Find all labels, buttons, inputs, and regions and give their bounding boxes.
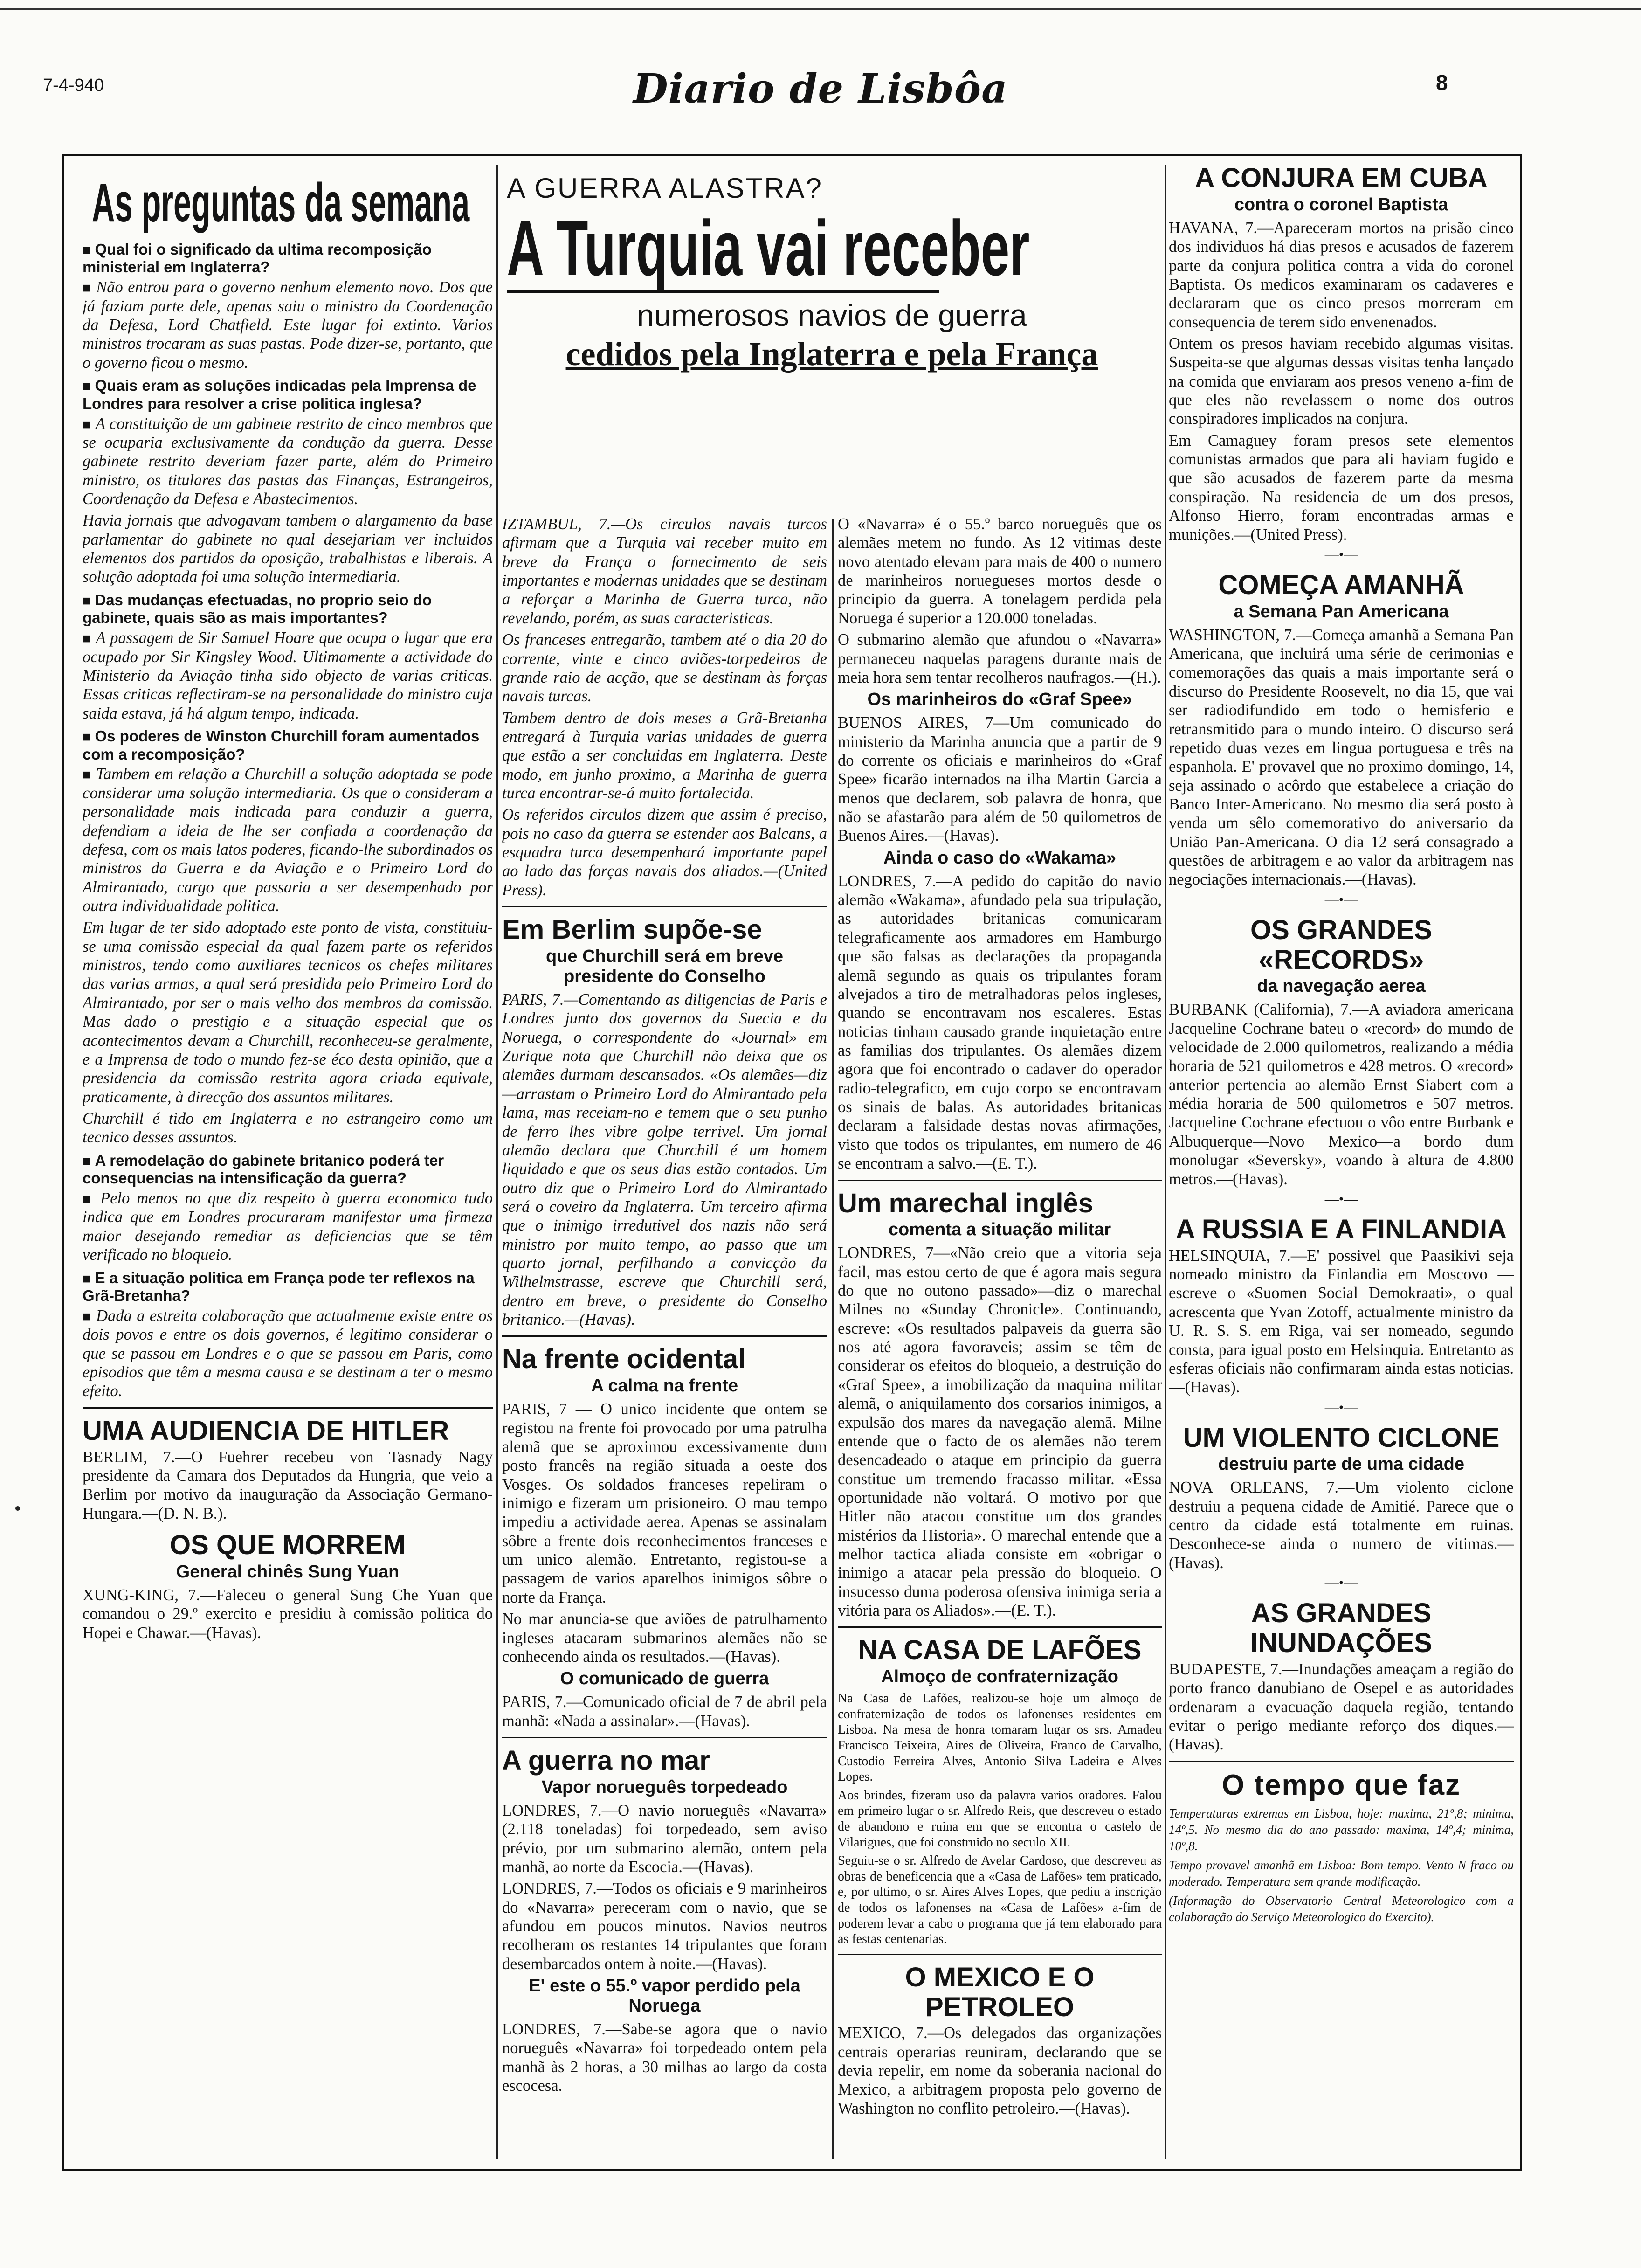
mar-body: LONDRES, 7.—O navio norueguês «Navarra» (2.118 toneladas) foi torpedeado, sem aviso prévio, por um submarino alemão, ontem pela manhã, ao norte da Escocia.—(Havas).: [502, 1801, 827, 1876]
frente-body: PARIS, 7 — O unico incidente que ontem se registou na frente foi provocado por uma patrulha alemã que se aproximou excessivamente dum posto francês na região situada a oeste dos Vosges. Os soldados franceses repeliram o inimigo e fizeram um prisioneiro. O mau tempo impediu a actividade aerea. Apenas se assinalam sôbre a frente dois reconhecimentos franceses e um unico alemão. Entretanto, registou-se a passagem de varios aparelhos inimigos sôbre o norte da França.: [502, 1400, 827, 1606]
mar-heading: A guerra no mar: [502, 1745, 710, 1776]
ciclone-body: NOVA ORLEANS, 7.—Um violento ciclone destruiu a pequena cidade de Amitié. Parece que o centro da cidade está totalmente em ruinas. Desconhece-se ainda o numero de vitimas.—(Havas).: [1169, 1479, 1514, 1572]
berlim-heading: Em Berlim supõe-se: [502, 914, 762, 945]
column-rule: [1165, 165, 1166, 2159]
inundacoes-body: BUDAPESTE, 7.—Inundações ameaçam a região do porto franco danubiano de Osepel e as autoridades ordenaram a evacuação daquela região, tentando evitar o perigo mediante reforço dos diques.—(Havas).: [1169, 1660, 1514, 1754]
weather-source: (Informação do Observatorio Central Meteorologico com a colaboração do Serviço Meteorologico do Exercito).: [1169, 1894, 1514, 1924]
amanha-subheading: a Semana Pan Americana: [1234, 602, 1449, 622]
separator-ornament: —•—: [1324, 1191, 1358, 1207]
separator-ornament: —•—: [1324, 892, 1358, 907]
question-2: ■ Quais eram as soluções indicadas pela Imprensa de Londres para resolver a crise politica inglesa?: [83, 377, 493, 412]
column-3: [838, 515, 1162, 2121]
lafoes-para-1: Na Casa de Lafões, realizou-se hoje um almoço de confraternização de todos os lafonenses residentes em Lisboa. Na mesa de honra tomaram lugar os srs. Amadeu Francisco Teixeira, Aires de Oliveira, Franco de Carvalho, Custodio Ferreira Alves, Antonio Silva Ladeira e Alves Lopes.: [838, 1691, 1162, 1784]
frente-heading: Na frente ocidental: [502, 1344, 746, 1375]
frente-body-2: No mar anuncia-se que aviões de patrulhamento ingleses atacaram submarinos alemães não se conhecendo ainda os resultados.—(Havas).: [502, 1610, 827, 1666]
separator-ornament: —•—: [1324, 1575, 1358, 1591]
divider: [838, 1626, 1162, 1628]
mar-body-2: LONDRES, 7.—Todos os oficiais e 9 marinheiros do «Navarra» pereceram com o navio, que se afundou em poucos minutos. Navios neutros recolheram os restantes 14 tripulantes que foram desembarcados ontem à noite.—(Havas).: [502, 1880, 827, 1973]
marechal-heading: Um marechal inglês: [838, 1188, 1093, 1218]
amanha-body: WASHINGTON, 7.—Começa amanhã a Semana Pan Americana, que incluirá uma série de cerimonias e comemorações das quais a mais importante será o discurso do Presidente Roosevelt, no dia 15, que vai ser radiodifundido em todo o hemisferio e retransmitido para o mundo inteiro. O discurso será repetido duas vezes em lingua portuguesa e três na espanhola. E' provavel que no proximo domingo, 14, seja assinado o acôrdo que estabelece a criação do Banco Inter-Americano. No mesmo dia será posto à venda um sêlo comemorativo do aniversario da União Pan-Americana. O dia 12 será consagrado a questões de arbitragem e ao valor da arbitragem nas negociações internacionais.—(Havas).: [1169, 626, 1514, 889]
divider: [502, 906, 827, 907]
lead-kicker: A GUERRA ALASTRA?: [507, 173, 823, 204]
russia-heading: A RUSSIA E A FINLANDIA: [1176, 1214, 1507, 1245]
ciclone-heading: UM VIOLENTO CICLONE: [1183, 1422, 1500, 1453]
berlim-subheading: que Churchill será em breve presidente do Conselho: [546, 946, 783, 986]
cuba-para-1: HAVANA, 7.—Apareceram mortos na prisão cinco dos individuos há dias presos e acusados de fazerem parte da conjura politica contra a vida do coronel Baptista. Os medicos examinaram os cadaveres e declararam que os cinco presos morreram em consequencia de terem sido envenenados.: [1169, 219, 1514, 331]
mar-body-3: LONDRES, 7.—Sabe-se agora que o navio norueguês «Navarra» foi torpedeado ontem pela manhã às 2 horas, a 30 milhas ao largo da costa escocesa.: [502, 2020, 827, 2095]
spee-subheading: Os marinheiros do «Graf Spee»: [867, 690, 1132, 710]
divider: [838, 1180, 1162, 1181]
answer-2b: Havia jornais que advogavam tambem o alargamento da base parlamentar do gabinete no qual desejariam ver incluidos elementos dos partidos da oposição, trabalhistas e liberais. A solução adoptada foi uma solução intermediaria.: [83, 512, 493, 586]
answer-2: ■ A constituição de um gabinete restrito de cinco membros que se ocuparia exclusivamente da condução da guerra. Desse gabinete restrito deveriam fazer parte, além do Primeiro ministro, os titulares das pastas das Finanças, Estrangeiros, Coordenação da Defesa e Abastecimentos.: [83, 415, 493, 509]
records-heading: OS GRANDES «RECORDS»: [1250, 914, 1432, 975]
mexico-heading: O MEXICO E O PETROLEO: [905, 1962, 1095, 2022]
lead-deck-2: cedidos pela Inglaterra e pela França: [565, 335, 1098, 373]
issue-date: 7-4-940: [43, 76, 104, 95]
question-6: ■ E a situação politica em França pode ter reflexos na Grã-Bretanha?: [83, 1269, 493, 1305]
lafoes-para-3: Seguiu-se o sr. Alfredo de Avelar Cardoso, que descreveu as obras de beneficencia que a «Casa de Lafões» tem praticado, e, por ultimo, o sr. Aires Alves Lopes, que pediu a inscrição de todos os lafonenses na «Casa de Lafões» a-fim de poderem levar a cabo o programa que já tem elaborado para as festas centenarias.: [838, 1853, 1162, 1947]
page-frame: [62, 154, 1522, 2171]
lead-para-3: Tambem dentro de dois meses a Grã-Bretanha entregará à Turquia varias unidades de guerra que estão a ser concluidas em Inglaterra. Deste modo, em junho proximo, a Marinha de guerra turca encontrar-se-á muito fortalecida.: [502, 709, 827, 802]
morrem-subheading: General chinês Sung Yuan: [176, 1562, 400, 1582]
answer-4b: Em lugar de ter sido adoptado este ponto de vista, constituiu-se uma comissão especial da qual fazem parte os referidos ministros, tendo como auxiliares tecnicos os chefes militares das varias armas, a qual será presidida pelo Primeiro Lord do Almirantado, por ser o mais velho dos membros da comissão. Mas dado o prestigio e a situação especial que os acontecimentos devam a Churchill, reconheceu-se geralmente, e a Imprensa de todo o mundo fez-se éco desta opinião, que a presidencia da comissão restrita agora criada equivale, praticamente, à direcção dos assuntos militares.: [83, 919, 493, 1106]
mexico-body: MEXICO, 7.—Os delegados das organizações centrais operarias reuniram, declarando que se devia repelir, em nome da soberania nacional do Mexico, a arbitragem proposta pelo governo de Washington no conflito petroleiro.—(Havas).: [838, 2024, 1162, 2117]
divider: [838, 1954, 1162, 1955]
records-body: BURBANK (California), 7.—A aviadora americana Jacqueline Cochrane bateu o «record» do mundo de velocidade de 2.000 quilometros, realizando a média horaria de 521 quilometros e 428 metros. O «record» anterior pertencia ao alemão Ernst Siabert com a média horaria de 500 quilometros e 507 metros. Jacqueline Cochrane efectuou o vôo entre Burbank e Albuquerque—Novo Mexico—a bordo dum monolugar «Seversky», voando à altura de 4.800 metros.—(Havas).: [1169, 1001, 1514, 1188]
lead-para-4: Os referidos circulos dizem que assim é preciso, pois no caso da guerra se estender aos Balcans, a esquadra turca desempenhará importante papel ao lado das forças navais dos aliados.—(United Press).: [502, 806, 827, 899]
question-1: ■ Qual foi o significado da ultima recomposição ministerial em Inglaterra?: [83, 241, 493, 276]
answer-4: ■ Tambem em relação a Churchill a solução adoptada se pode considerar uma solução intermediaria. Os que o consideram a personalidade mais indicada para conduzir a guerra, defendiam a ideia de lhe ser confiada a coordenação da defesa, com os mais latos poderes, ficando-lhe subordinados os ministros da Guerra e da Aviação e o Primeiro Lord do Almirantado, cargo que passaria a ser desempenhado por outra individualidade politica.: [83, 765, 493, 915]
section-title-preguntas: As preguntas da semana: [92, 172, 470, 234]
separator-ornament: —•—: [1324, 1399, 1358, 1415]
marechal-body: LONDRES, 7—«Não creio que a vitoria seja facil, mas estou certo de que é agora mais segura do que no outono passado»—diz o marechal Milnes no «Sunday Chronicle». Continuando, escreve: «Os resultados palpaveis da guerra são nos até agora favoraveis; assim se têm de considerar os efeitos do bloqueio, a destruição do «Graf Spee», a imobilização da maquina militar alemã, o aniquilamento dos corsarios inimigos, a expulsão dos mares da navegação alemã. Milne entende que o facto de os alemães não terem desencadeado o ataque em principio da guerra constitue um tremendo fracasso militar. «Essa oportunidade não voltará. O motivo por que Hitler não atacou constitue um dos grandes mistérios da Historia». O marechal entende que a melhor tactica aliada consiste em «obrigar o inimigo a atacar pela pressão do bloqueio. O insucesso duma poderosa ofensiva inimiga seria a vitória para os Aliados».—(E. T.).: [838, 1244, 1162, 1620]
lafoes-para-2: Aos brindes, fizeram uso da palavra varios oradores. Falou em primeiro lugar o sr. Alfredo Reis, que descreveu o estado de abandono e ruina em que se encontra o castelo de Vilarigues, que foi construido no seculo XII.: [838, 1788, 1162, 1850]
answer-6: ■ Dada a estreita colaboração que actualmente existe entre os dois povos e entre os dois governos, é legitimo considerar o que se passou em Londres e o que se passou em Paris, como episodios que têm a mesma causa e se destinam a ter o mesmo efeito.: [83, 1307, 493, 1401]
page-number: 8: [1436, 70, 1448, 95]
cuba-para-2: Ontem os presos haviam recebido algumas visitas. Suspeita-se que algumas dessas visitas tenha lançado na comida que enviaram aos presos veneno a-fim de que eles não revelassem o nome dos outros conspiradores implicados na conjura.: [1169, 334, 1514, 428]
cuba-para-3: Em Camaguey foram presos sete elementos comunistas armados que para ali haviam fugido e que são acusados de fazerem parte da mesma conspiração. Na residencia de um dos presos, Alfonso Hierro, foram encontradas armas e munições.—(United Press).: [1169, 431, 1514, 544]
column-rule: [496, 165, 498, 2159]
answer-5: ■ Pelo menos no que diz respeito à guerra economica tudo indica que em Londres procuraram manifestar uma firmeza maior desejando remediar as deficiencias que se têm verificado no bloqueio.: [83, 1189, 493, 1264]
wakama-body: LONDRES, 7.—A pedido do capitão do navio alemão «Wakama», afundado pela sua tripulação, as autoridades britanicas comunicaram telegraficamente aos armadores em Hamburgo que são falsas as declarações da propaganda alemã segundo as quais os tripulantes foram alvejados a tiro de metralhadoras pelos ingleses, quando se encontravam nos escaleres. Estas noticias tinham causado grande inquietação entre as familias dos tripulantes. Os alemães dizem agora que foi encontrado o cadaver do operador radio-telegrafico, em cujo corpo se encontravam os sinais de balas. As autoridades britanicas declaram a falsidade destas novas afirmações, visto que todos os tripulantes, em numero de 46 se encontram a salvo.—(E. T.).: [838, 872, 1162, 1173]
russia-body: HELSINQUIA, 7.—E' possivel que Paasikivi seja nomeado ministro da Finlandia em Moscovo — escreve o «Suomen Social Demokraati», o qual acrescenta que Yvan Zotoff, actualmente ministro da U. R. S. S. em Riga, vai ser nomeado, segundo consta, para igual posto em Helsinquia. Entretanto as esferas oficiais não confirmaram ainda estas noticias.—(Havas).: [1169, 1246, 1514, 1397]
divider: [1169, 1761, 1514, 1762]
navarra-para-1: O «Navarra» é o 55.º barco norueguês que os alemães metem no fundo. As 12 vitimas deste novo atentado elevam para mais de 400 o numero de marinheiros noruegueses mortos desde o principio da guerra. A tonelagem perdida pela Noruega é superior a 120.000 toneladas.: [838, 515, 1162, 627]
weather-forecast: Tempo provavel amanhã em Lisboa: Bom tempo. Vento N fraco ou moderado. Temperatura sem grande modificação.: [1169, 1858, 1514, 1888]
answer-3: ■ A passagem de Sir Samuel Hoare que ocupa o lugar que era ocupado por Sir Kingsley Wood. Ultimamente a actividade do Ministerio da Aviação tinha sido objecto de varias criticas. Essas criticas reflectiram-se na personalidade do ministro cuja saida estava, já há algum tempo, indicada.: [83, 629, 493, 723]
lafoes-heading: NA CASA DE LAFÕES: [858, 1635, 1142, 1666]
mar-subheading-2: E' este o 55.º vapor perdido pela Noruega: [529, 1976, 800, 2016]
margin-dot: [15, 1506, 20, 1511]
column-4: [1169, 156, 1514, 1928]
morrem-body: XUNG-KING, 7.—Faleceu o general Sung Che Yuan que comandou o 29.º exercito e presidiu à comissão politica do Hopei e Chawar.—(Havas).: [83, 1586, 493, 1642]
spee-body: BUENOS AIRES, 7—Um comunicado do ministerio da Marinha anuncia que a partir de 9 do corrente os oficiais e marinheiros do «Graf Spee» ficarão internados na ilha Martin Garcia a menos que declarem, sob palavra de honra, que não se afastarão para além de 50 quilometros de Buenos Aires.—(Havas).: [838, 714, 1162, 845]
weather-temps: Temperaturas extremas em Lisboa, hoje: maxima, 21º,8; minima, 14º,5. No mesmo dia do ano passado: maxima, 14º,4; minima, 10º,8.: [1169, 1806, 1514, 1853]
divider: [83, 1407, 493, 1409]
mar-subheading: Vapor norueguês torpedeado: [541, 1777, 788, 1797]
question-5: ■ A remodelação do gabinete britanico poderá ter consequencias na intensificação da guerra?: [83, 1152, 493, 1187]
top-rule: [0, 8, 1641, 10]
lead-para-1: IZTAMBUL, 7.—Os circulos navais turcos afirmam que a Turquia vai receber muito em breve da França o fornecimento de seis importantes e modernas unidades que se destinam a reforçar a Marinha de Guerra turca, não revelando, porém, as suas caracteristicas.: [502, 515, 827, 627]
records-subheading: da navegação aerea: [1257, 976, 1426, 996]
question-4: ■ Os poderes de Winston Churchill foram aumentados com a recomposição?: [83, 727, 493, 763]
wakama-subheading: Ainda o caso do «Wakama»: [883, 848, 1117, 868]
navarra-para-2: O submarino alemão que afundou o «Navarra» permaneceu naquelas paragens durante mais de meia hora sem tentar recolheros naufragos.—(H.).: [838, 631, 1162, 686]
amanha-heading: COMEÇA AMANHÃ: [1218, 569, 1464, 600]
lead-headline: A Turquia vai receber: [507, 204, 1030, 292]
newspaper-title: Diario de Lisbôa: [633, 65, 1008, 112]
answer-4c: Churchill é tido em Inglaterra e no estrangeiro como um tecnico desses assuntos.: [83, 1109, 493, 1147]
hitler-heading: UMA AUDIENCIA DE HITLER: [83, 1415, 449, 1446]
column-rule: [832, 519, 834, 2159]
weather-heading: O tempo que faz: [1221, 1769, 1461, 1801]
lead-deck: numerosos navios de guerra: [637, 298, 1027, 332]
cuba-subheading: contra o coronel Baptista: [1234, 194, 1448, 214]
divider: [502, 1737, 827, 1738]
ciclone-subheading: destruiu parte de uma cidade: [1218, 1454, 1464, 1474]
lead-para-2: Os franceses entregarão, tambem até o dia 20 do corrente, vinte e cinco aviões-torpedeiros de grande raio de acção, que se destinam às forças navais turcas.: [502, 631, 827, 705]
cuba-heading: A CONJURA EM CUBA: [1195, 163, 1488, 193]
column-2: [502, 515, 827, 2098]
comunicado-body: PARIS, 7.—Comunicado oficial de 7 de abril pela manhã: «Nada a assinalar».—(Havas).: [502, 1693, 827, 1730]
column-questions: [83, 156, 493, 1645]
lead-headline-band: [502, 156, 1162, 515]
divider: [502, 1335, 827, 1337]
comunicado-subheading: O comunicado de guerra: [560, 1669, 769, 1689]
inundacoes-heading: AS GRANDES INUNDAÇÕES: [1250, 1598, 1432, 1658]
question-3: ■ Das mudanças efectuadas, no proprio seio do gabinete, quais são as mais importantes?: [83, 591, 493, 627]
lafoes-subheading: Almoço de confraternização: [881, 1667, 1118, 1687]
hitler-body: BERLIM, 7.—O Fuehrer recebeu von Tasnady Nagy presidente da Camara dos Deputados da Hungria, que veio a Berlim por motivo da inauguração da Associação Germano-Hungara.—(D. N. B.).: [83, 1448, 493, 1522]
frente-subheading: A calma na frente: [591, 1376, 738, 1396]
marechal-subheading: comenta a situação militar: [888, 1220, 1111, 1240]
morrem-heading: OS QUE MORREM: [170, 1530, 406, 1560]
answer-1: ■ Não entrou para o governo nenhum elemento novo. Dos que já faziam parte dele, apenas saiu o ministro da Coordenação da Defesa, Lord Chatfield. Este lugar foi extinto. Varios ministros trocaram as suas pastas. Pode dizer-se, portanto, que o governo ficou o mesmo.: [83, 278, 493, 372]
berlim-body: PARIS, 7.—Comentando as diligencias de Paris e Londres junto dos governos da Suecia e da Noruega, o correspondente do «Journal» em Zurique nota que Churchill não deixa que os alemães durmam descansados. «Os alemães—diz—arrastam o Primeiro Lord do Almirantado pela lama, mas receiam-no e temem que o seu punho de ferro lhes vibre golpe terrivel. Um jornal alemão declara que Churchill é um homem liquidado e que os seus dias estão contados. Um outro diz que o Primeiro Lord do Almirantado será o coveiro da Inglaterra. Um terceiro afirma que o inimigo irredutivel dos nazis não será ministro por muito tempo, ao passo que um quarto jornal, perfilhando a convicção da Wilhelmstrasse, escreve que Churchill será, dentro em breve, o presidente do Conselho britanico.—(Havas).: [502, 990, 827, 1329]
separator-ornament: —•—: [1324, 546, 1358, 562]
